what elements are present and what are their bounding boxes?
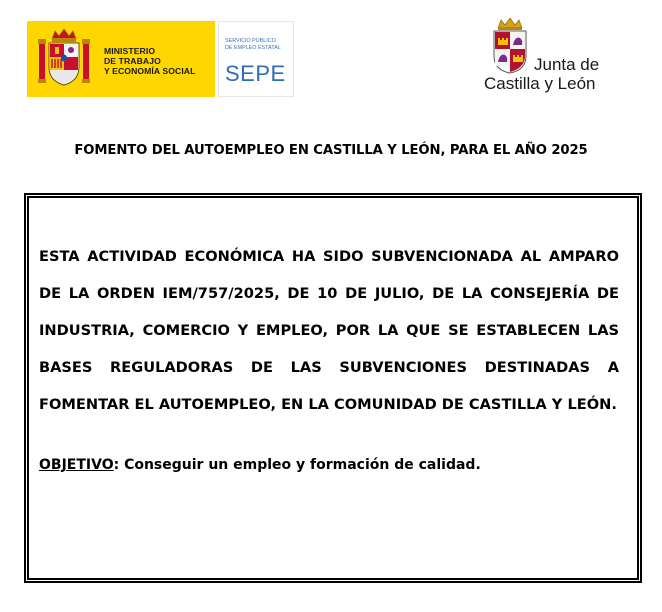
junta-name-line1: Junta de [534,55,600,74]
ministry-name: MINISTERIO DE TRABAJO Y ECONOMÍA SOCIAL [104,46,196,76]
objective-label: OBJETIVO [39,457,114,473]
spain-coat-of-arms-icon [37,29,91,89]
sepe-subtitle: SERVICIO PÚBLICO DE EMPLEO ESTATAL [225,38,281,51]
notice-content [39,238,619,476]
junta-name-line2: Castilla y León [484,74,596,93]
junta-logo [484,18,616,98]
objective-line [39,454,619,476]
document-title: FOMENTO DEL AUTOEMPLEO EN CASTILLA Y LEÓN, PARA EL AÑO 2025 [74,143,588,158]
sepe-logo [218,21,294,97]
subsidy-notice-box [24,193,642,583]
ministry-logo [27,21,215,97]
subsidy-statement: ESTA ACTIVIDAD ECONÓMICA HA SIDO SUBVENCIONADA AL AMPARO DE LA ORDEN IEM/757/2025, DE 10 DE JULIO, DE LA CONSEJERÍA DE INDUSTRIA, COMERCIO Y EMPLEO, POR LA QUE SE ESTABLECEN LAS BASES REGULADORAS DE LAS SUBVENCIONES DESTINADAS A FOMENTAR EL AUTOEMPLEO, EN LA COMUNIDAD DE CASTILLA Y LEÓN. [39,248,619,413]
castilla-leon-shield-icon [488,18,532,74]
objective-text: : Conseguir un empleo y formación de calidad. [113,457,481,473]
sepe-name: SEPE [225,61,286,86]
